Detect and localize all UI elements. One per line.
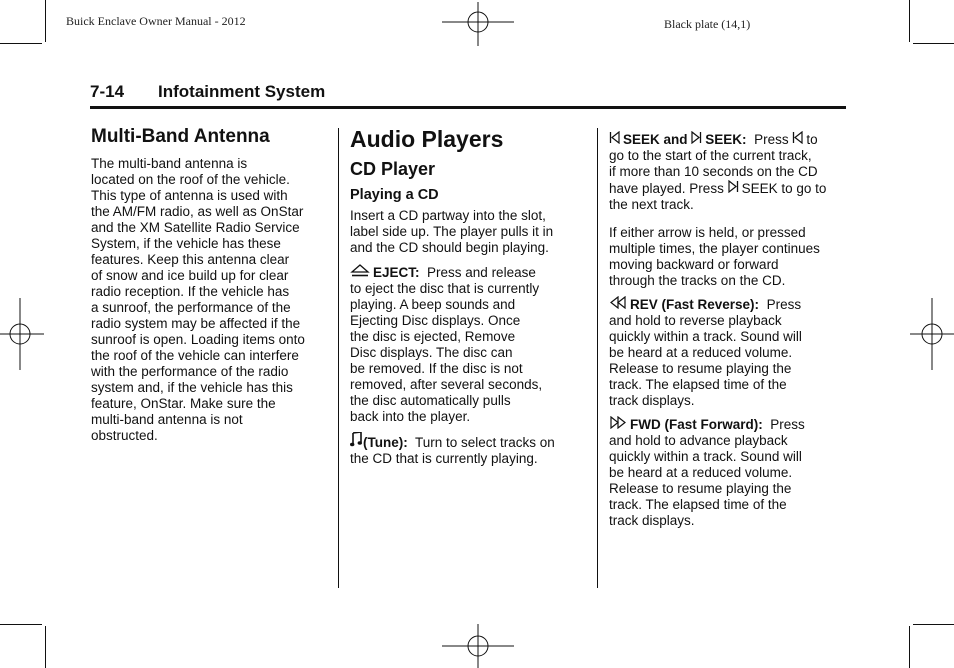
text-line: Release to resume playing the: [609, 481, 792, 496]
paragraph-rev: [609, 296, 849, 409]
text-line: track. The elapsed time of the: [609, 497, 787, 512]
text-line: a sunroof, the performance of the: [91, 300, 291, 315]
column-audio-players: [350, 126, 582, 474]
text-line: through the tracks on the CD.: [609, 273, 786, 288]
eject-icon: [350, 263, 370, 281]
paragraph-tune: [350, 432, 582, 467]
text-line: be heard at a reduced volume.: [609, 465, 793, 480]
text-line: the disc automatically pulls: [350, 393, 511, 408]
rev-label: REV (Fast Reverse):: [630, 297, 760, 312]
text-line: if more than 10 seconds on the CD: [609, 164, 818, 179]
crop-mark: [913, 624, 954, 625]
crop-mark: [913, 43, 954, 44]
text-line: and hold to reverse playback: [609, 313, 782, 328]
text-line: to eject the disc that is currently: [350, 281, 540, 296]
seek-text-line-c-a: have played. Press: [609, 181, 724, 196]
paragraph-insert: [350, 208, 582, 256]
tune-label: (Tune):: [363, 435, 408, 450]
text-line: system and, if the vehicle has this: [91, 380, 293, 395]
header-plate-label: Black plate (14,1): [664, 17, 751, 31]
fwd-label: FWD (Fast Forward):: [630, 417, 763, 432]
paragraph-seek: [609, 131, 849, 213]
seek-forward-icon: [728, 180, 739, 197]
text-line: moving backward or forward: [609, 257, 779, 272]
crop-mark: [45, 0, 46, 42]
crop-mark: [909, 626, 910, 668]
seek-label-b: SEEK:: [705, 132, 747, 147]
registration-mark-bottom: [442, 624, 514, 668]
section-title: Infotainment System: [158, 82, 326, 101]
rev-text: [609, 313, 802, 408]
heading-cd-player: CD Player: [350, 159, 436, 179]
text-line: features. Keep this antenna clear: [91, 252, 290, 267]
text-line: radio reception. If the vehicle has: [91, 284, 290, 299]
eject-label: EJECT:: [373, 265, 420, 280]
paragraph-hold: [609, 225, 849, 289]
registration-mark-right: [910, 298, 954, 370]
crop-mark: [0, 624, 42, 625]
text-line: Ejecting Disc displays. Once: [350, 313, 521, 328]
text-line: multiple times, the player continues: [609, 241, 820, 256]
text-line: sunroof is open. Loading items onto: [91, 332, 305, 347]
paragraph-eject: [350, 263, 582, 425]
tune-text: [350, 451, 538, 466]
text-line: quickly within a track. Sound will: [609, 449, 802, 464]
text-line: feature, OnStar. Make sure the: [91, 396, 276, 411]
paragraph-fwd: [609, 416, 849, 529]
column-divider: [597, 128, 598, 588]
seek-text: [609, 148, 818, 179]
text-line: This type of antenna is used with: [91, 188, 288, 203]
text-line: track displays.: [609, 393, 695, 408]
header-manual-title: Buick Enclave Owner Manual - 2012: [66, 14, 246, 28]
text-line: Disc displays. The disc can: [350, 345, 513, 360]
column-controls: [609, 131, 849, 536]
crop-mark: [909, 0, 910, 42]
seek-label-a: SEEK and: [623, 132, 688, 147]
text-line: removed, after several seconds,: [350, 377, 543, 392]
text-line: the CD that is currently playing.: [350, 451, 538, 466]
text-line: Release to resume playing the: [609, 361, 792, 376]
text-line: back into the player.: [350, 409, 471, 424]
text-line: the roof of the vehicle can interfere: [91, 348, 299, 363]
text-line: track displays.: [609, 513, 695, 528]
text-line: and hold to advance playback: [609, 433, 788, 448]
page-number: 7-14: [90, 82, 125, 101]
text-line: go to the start of the current track,: [609, 148, 812, 163]
seek-back-icon: [792, 131, 803, 148]
heading-audio-players: Audio Players: [350, 126, 504, 152]
eject-text: [350, 281, 542, 424]
text-line: If either arrow is held, or pressed: [609, 225, 806, 240]
seek-text-line-c-b: SEEK to go to: [741, 181, 827, 196]
fwd-text-first: Press: [770, 417, 805, 432]
text-line: track. The elapsed time of the: [609, 377, 787, 392]
column-multi-band: [91, 126, 327, 451]
heading-multi-band-antenna: Multi-Band Antenna: [91, 126, 270, 147]
heading-playing-a-cd: Playing a CD: [350, 187, 439, 203]
registration-mark-left: [0, 298, 44, 370]
crop-mark: [0, 43, 42, 44]
text-line: multi-band antenna is not: [91, 412, 243, 427]
text-line: quickly within a track. Sound will: [609, 329, 802, 344]
seek-text-first-tail: to: [806, 132, 818, 147]
seek-forward-icon: [691, 131, 702, 148]
registration-mark-top: [442, 2, 514, 46]
seek-back-icon: [609, 131, 620, 148]
rev-text-first: Press: [766, 297, 802, 312]
section-header: [90, 82, 846, 109]
text-line: be heard at a reduced volume.: [609, 345, 793, 360]
column-divider: [338, 128, 339, 588]
fast-forward-icon: [609, 416, 627, 433]
paragraph-antenna: [91, 156, 327, 444]
text-line: be removed. If the disc is not: [350, 361, 523, 376]
text-line: The multi-band antenna is: [91, 156, 248, 171]
crop-mark: [45, 626, 46, 668]
text-line: the AM/FM radio, as well as OnStar: [91, 204, 304, 219]
seek-text-first: Press: [754, 132, 789, 147]
text-line: the disc is ejected, Remove: [350, 329, 516, 344]
text-line: System, if the vehicle has these: [91, 236, 281, 251]
text-line: Insert a CD partway into the slot,: [350, 208, 546, 223]
text-line: radio system may be affected if the: [91, 316, 301, 331]
tune-text-first: Turn to select tracks on: [415, 435, 555, 450]
text-line: label side up. The player pulls it in: [350, 224, 554, 239]
text-line: of snow and ice build up for clear: [91, 268, 289, 283]
text-line: with the performance of the radio: [91, 364, 289, 379]
rewind-icon: [609, 296, 627, 313]
text-line: playing. A beep sounds and: [350, 297, 516, 312]
fwd-text: [609, 433, 802, 528]
seek-text-line-d: the next track.: [609, 197, 694, 212]
eject-text-first: Press and release: [427, 265, 536, 280]
text-line: and the CD should begin playing.: [350, 240, 549, 255]
text-line: located on the roof of the vehicle.: [91, 172, 290, 187]
text-line: obstructed.: [91, 428, 158, 443]
text-line: and the XM Satellite Radio Service: [91, 220, 300, 235]
music-note-icon: [350, 432, 362, 451]
